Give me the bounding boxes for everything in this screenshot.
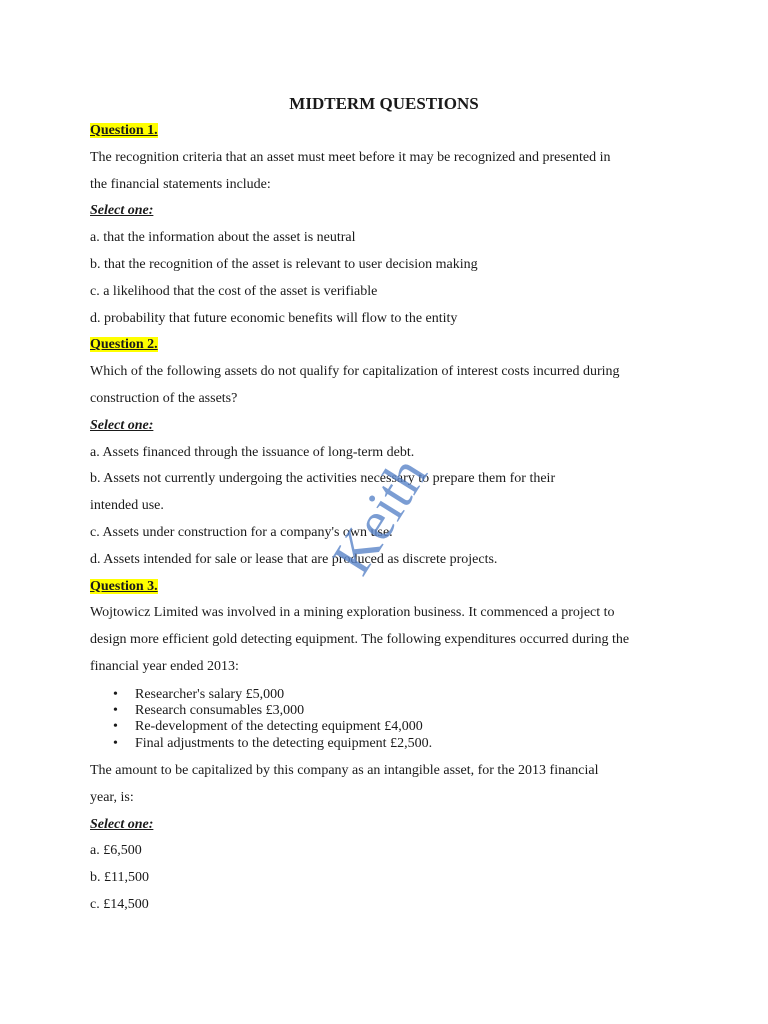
question-1-stem-line: The recognition criteria that an asset must meet before it may be recognized and presented in [90, 149, 611, 165]
select-one-label: Select one: [90, 203, 154, 219]
question-3-prompt-line: year, is: [90, 789, 134, 805]
watermark: Keith [320, 446, 440, 586]
question-2-option-c: c. Assets under construction for a company's own use. [90, 524, 393, 540]
question-3-stem-line: financial year ended 2013: [90, 658, 239, 674]
list-item: • Re-development of the detecting equipment £4,000 [135, 719, 650, 735]
question-2-option-b-continued: intended use. [90, 498, 164, 514]
question-3-prompt-line: The amount to be capitalized by this company as an intangible asset, for the 2013 financial [90, 762, 599, 778]
question-3-stem-line: Wojtowicz Limited was involved in a mining exploration business. It commenced a project to [90, 605, 615, 621]
question-1-option-b: b. that the recognition of the asset is relevant to user decision making [90, 256, 478, 272]
question-2-option-a: a. Assets financed through the issuance of long-term debt. [90, 444, 415, 460]
question-3-option-a: a. £6,500 [90, 843, 142, 859]
question-3-heading: Question 3. [90, 578, 158, 594]
page-title: MIDTERM QUESTIONS [289, 94, 479, 113]
question-2-stem-line: construction of the assets? [90, 390, 238, 406]
question-2-option-b: b. Assets not currently undergoing the activities necessary to prepare them for their [90, 471, 556, 487]
list-item: • Research consumables £3,000 [135, 703, 650, 719]
question-2-stem-line: Which of the following assets do not qualify for capitalization of interest costs incurred during [90, 364, 620, 380]
question-1-option-d: d. probability that future economic benefits will flow to the entity [90, 310, 458, 326]
question-1-option-a: a. that the information about the asset is neutral [90, 230, 356, 246]
question-3-option-b: b. £11,500 [90, 870, 149, 886]
question-2-option-d: d. Assets intended for sale or lease that are produced as discrete projects. [90, 551, 498, 567]
list-item: • Researcher's salary £5,000 [135, 687, 650, 703]
question-3-option-c: c. £14,500 [90, 896, 149, 912]
expenditure-list [90, 687, 650, 752]
question-2-heading: Question 2. [90, 337, 158, 353]
question-1-heading: Question 1. [90, 123, 158, 138]
select-one-label: Select one: [90, 816, 154, 832]
list-item: • Final adjustments to the detecting equipment £2,500. [135, 736, 650, 752]
question-1-stem-line: the financial statements include: [90, 176, 271, 192]
question-1-option-c: c. a likelihood that the cost of the asset is verifiable [90, 283, 378, 299]
select-one-label: Select one: [90, 417, 154, 433]
question-3-stem-line: design more efficient gold detecting equipment. The following expenditures occurred during the [90, 632, 630, 648]
